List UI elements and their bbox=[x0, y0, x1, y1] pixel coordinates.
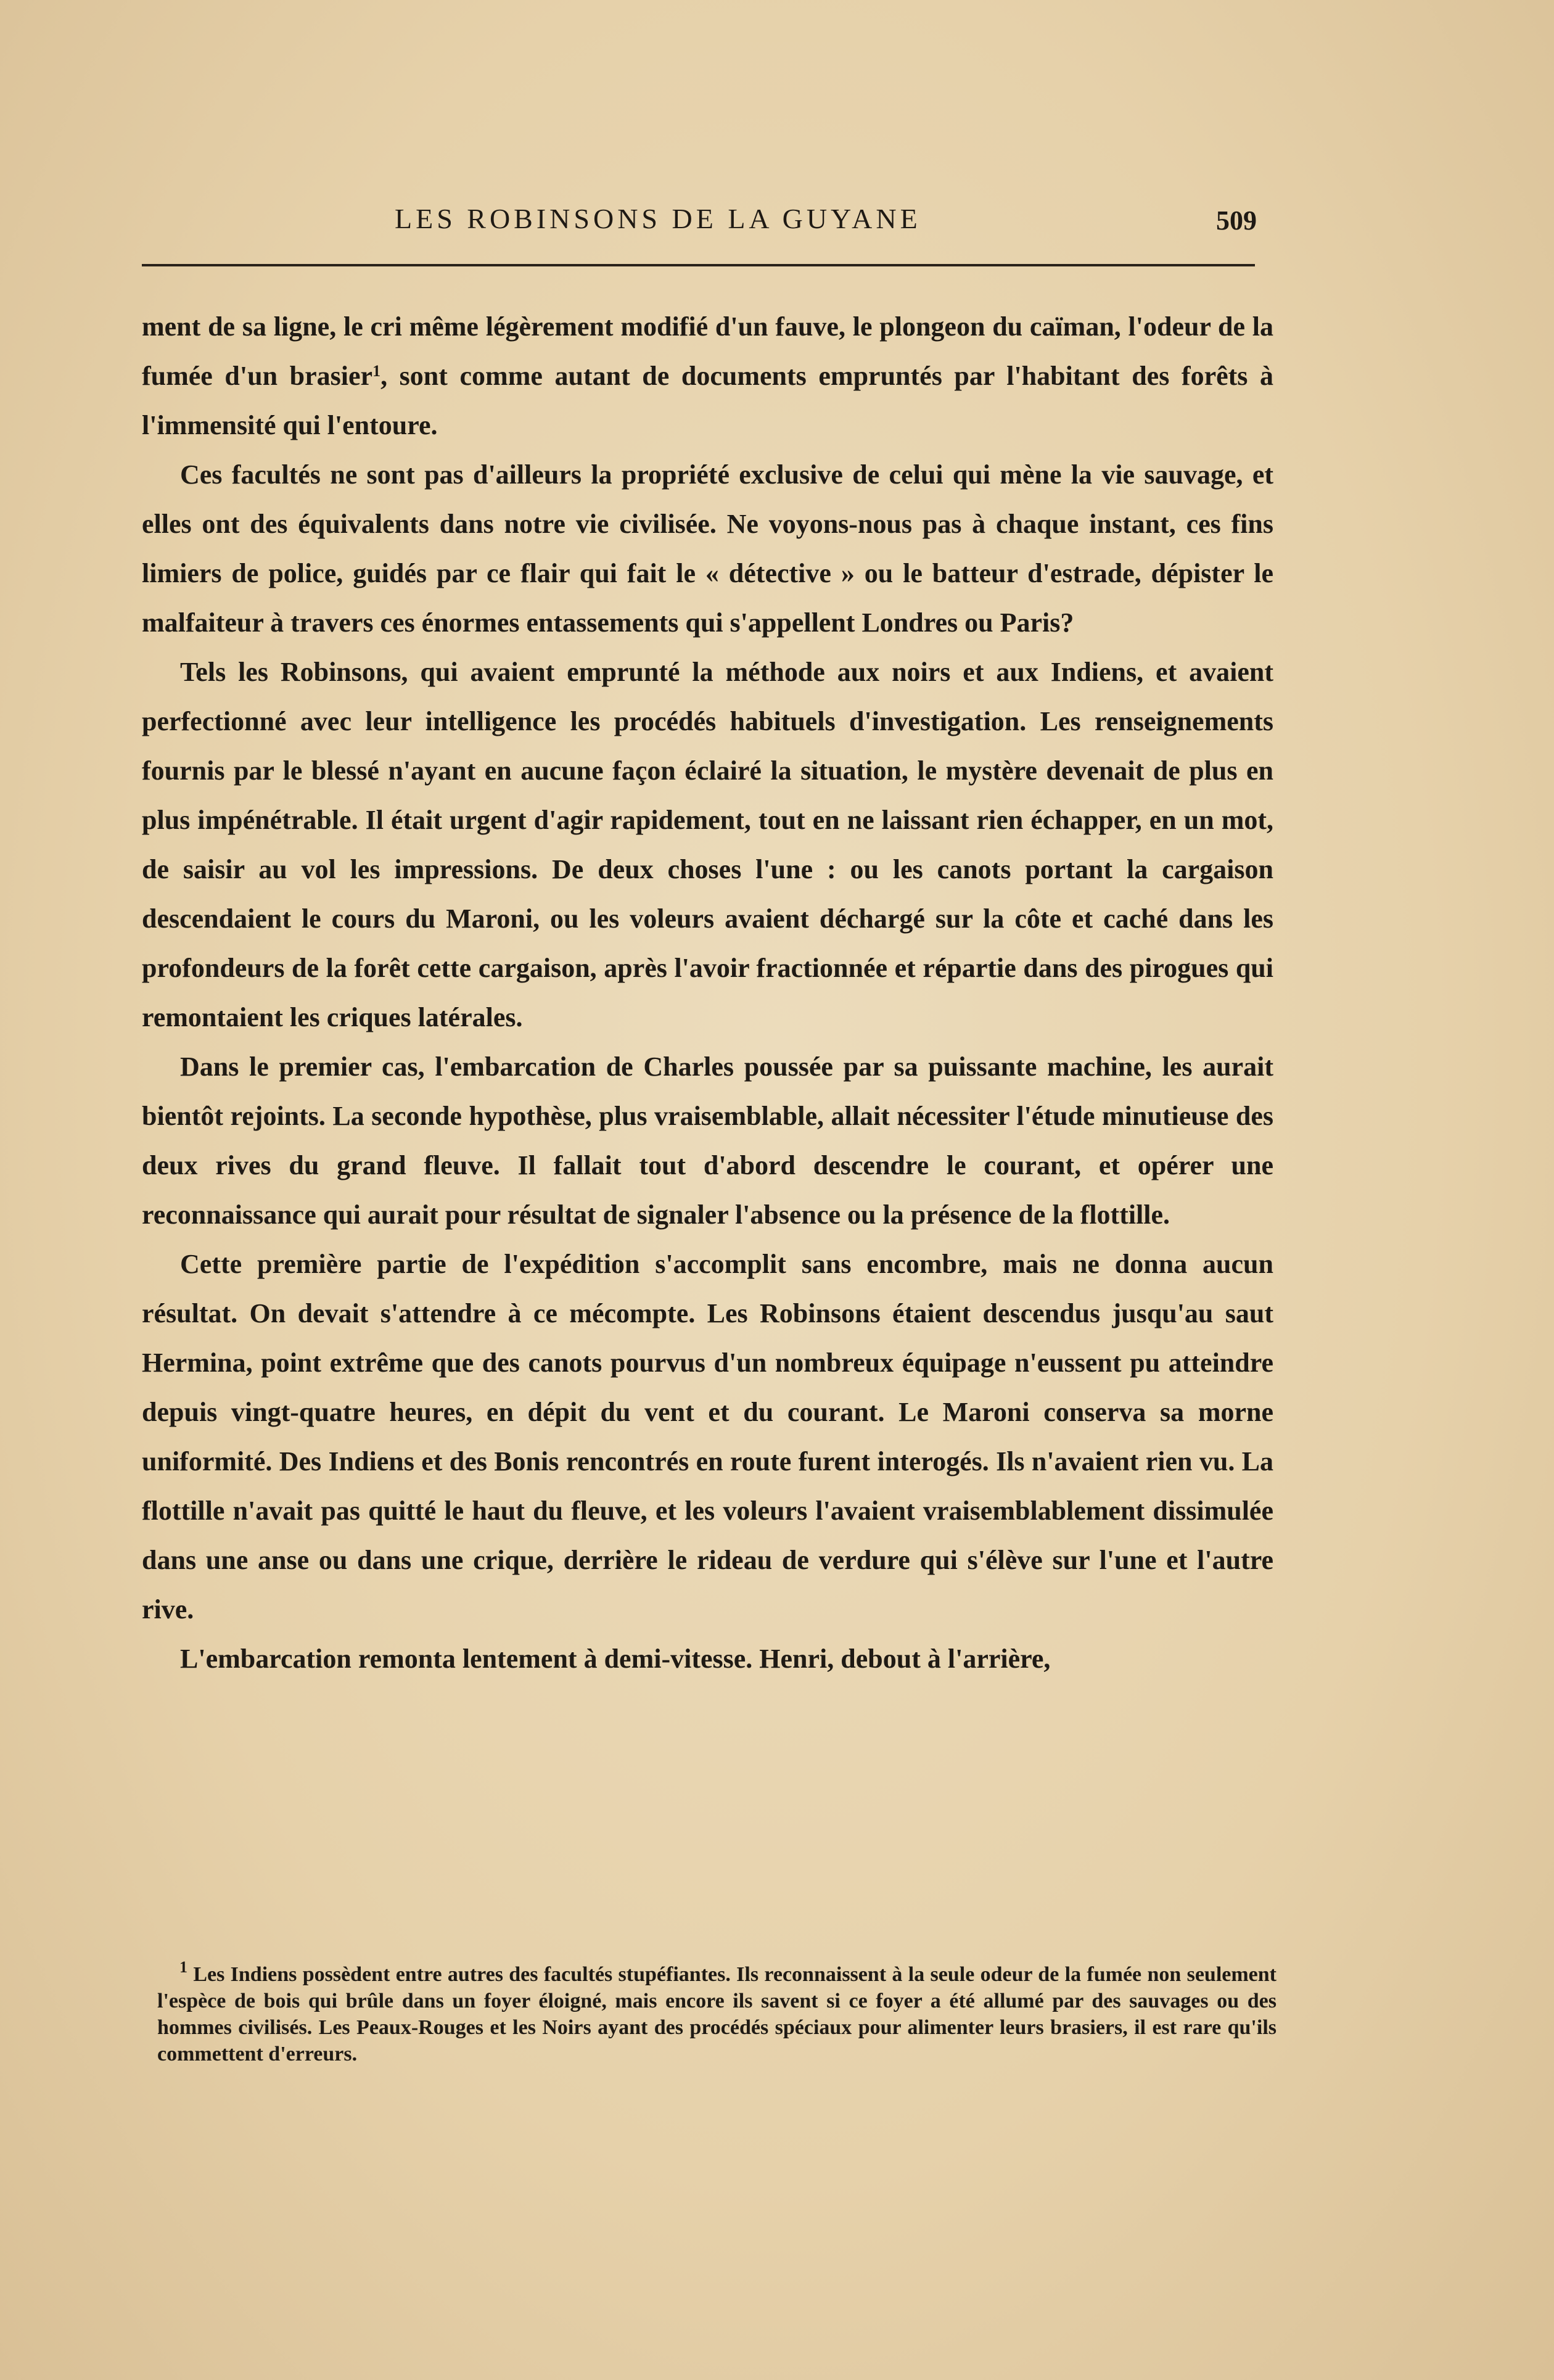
body-text bbox=[142, 302, 1273, 1684]
paragraph-4: Dans le premier cas, l'embarcation de Charles poussée par sa puissante machine, les aurait bientôt rejoints. La seconde hypothèse, plus vraisemblable, allait nécessiter l'étude minutieuse des deux rives du grand fleuve. Il fallait tout d'abord descendre le courant, et opérer une reconnaissance qui aurait pour résultat de signaler l'absence ou la présence de la flottille. bbox=[142, 1052, 1273, 1230]
paragraph-6: L'embarcation remonta lentement à demi-vitesse. Henri, debout à l'arrière, bbox=[180, 1644, 1051, 1674]
footnote-reference: 1 bbox=[372, 362, 381, 380]
footnote bbox=[157, 1958, 1277, 2067]
paragraph-2: Ces facultés ne sont pas d'ailleurs la propriété exclusive de celui qui mène la vie sauvage, et elles ont des équivalents dans notre vie civilisée. Ne voyons-nous pas à chaque instant, ces fins limiers de police, guidés par ce flair qui fait le « détective » ou le batteur d'estrade, dépister le malfaiteur à travers ces énormes entassements qui s'appellent Londres ou Paris? bbox=[142, 459, 1273, 638]
header-rule bbox=[142, 264, 1255, 266]
paragraph-1-text: ment de sa ligne, le cri même légèrement modifié d'un fauve, le plongeon du caïman, l'odeur de la fumée d'un brasier bbox=[142, 311, 1273, 391]
paragraph-3: Tels les Robinsons, qui avaient emprunté la méthode aux noirs et aux Indiens, et avaient perfectionné avec leur intelligence les procédés habituels d'investigation. Les renseignements fournis par le blessé n'ayant en aucune façon éclairé la situation, le mystère devenait de plus en plus impénétrable. Il était urgent d'agir rapidement, tout en ne laissant rien échapper, en un mot, de saisir au vol les impressions. De deux choses l'une : ou les canots portant la cargaison descendaient le cours du Maroni, ou les voleurs avaient déchargé sur la côte et caché dans les profondeurs de la forêt cette cargaison, après l'avoir fractionnée et répartie dans des pirogues qui remontaient les criques latérales. bbox=[142, 657, 1273, 1032]
page-number: 509 bbox=[1216, 205, 1257, 236]
footnote-text: Les Indiens possèdent entre autres des facultés stupéfiantes. Ils reconnaissent à la seule odeur de la fumée non seulement l'espèce de bois qui brûle dans un foyer éloigné, mais encore ils savent si ce foyer a été allumé par des sauvages ou des hommes civilisés. Les Peaux-Rouges et les Noirs ayant des procédés spéciaux pour alimenter leurs brasiers, il est rare qu'ils commettent d'erreurs. bbox=[157, 1963, 1277, 2065]
footnote-paragraph bbox=[157, 1958, 1277, 2067]
footnote-marker: 1 bbox=[179, 1958, 187, 1976]
running-title: LES ROBINSONS DE LA GUYANE bbox=[395, 203, 921, 234]
paragraph-1 bbox=[142, 302, 1273, 450]
paragraph-1-text-continued: , sont comme autant de documents empruntés par l'habitant des forêts à l'immensité qui l'entoure. bbox=[142, 361, 1273, 440]
paragraph-5: Cette première partie de l'expédition s'accomplit sans encombre, mais ne donna aucun résultat. On devait s'attendre à ce mécompte. Les Robinsons étaient descendus jusqu'au saut Hermina, point extrême que des canots pourvus d'un nombreux équipage n'eussent pu atteindre depuis vingt-quatre heures, en dépit du vent et du courant. Le Maroni conserva sa morne uniformité. Des Indiens et des Bonis rencontrés en route furent interogés. Ils n'avaient rien vu. La flottille n'avait pas quitté le haut du fleuve, et les voleurs l'avaient vraisemblablement dissimulée dans une anse ou dans une crique, derrière le rideau de verdure qui s'élève sur l'une et l'autre rive. bbox=[142, 1249, 1273, 1624]
